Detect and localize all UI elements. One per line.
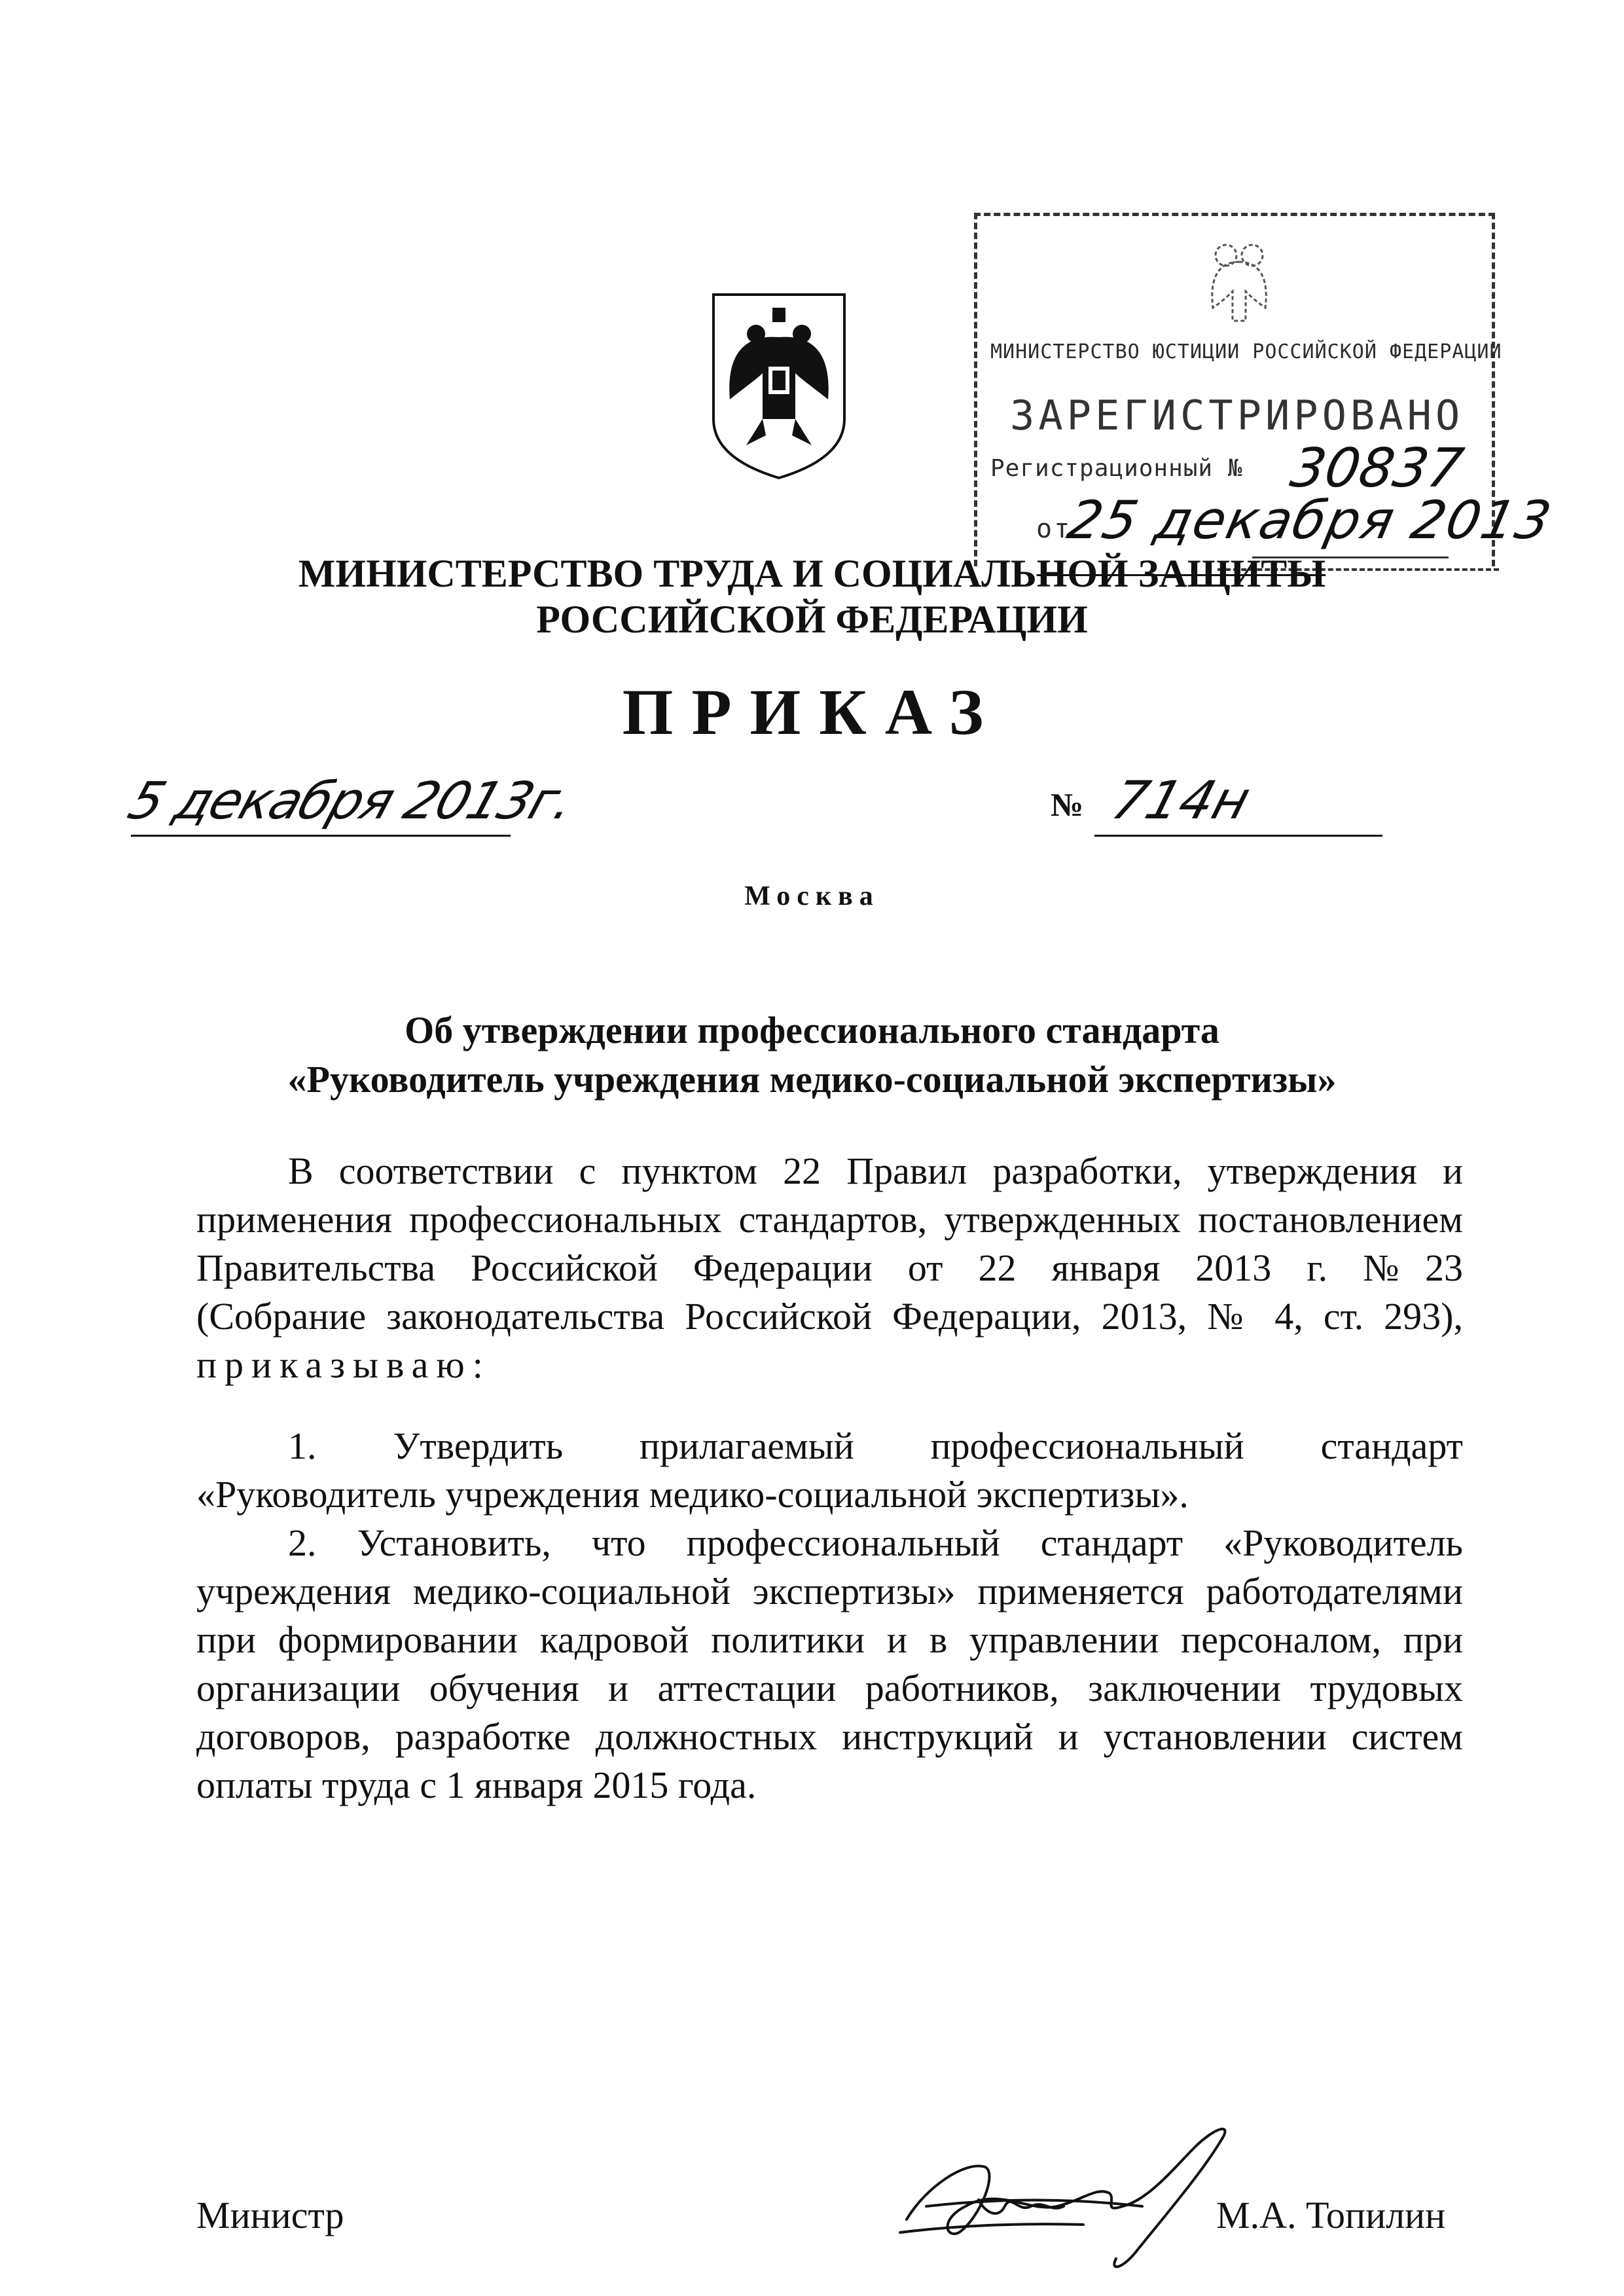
document-type-heading: ПРИКАЗ xyxy=(622,676,1002,748)
ministry-name-line1 xyxy=(0,551,1624,596)
body-line: при формировании кадровой политики и в управлении персоналом, при xyxy=(196,1618,1463,1661)
body-line: Правительства Российской Федерации от 22 января 2013 г. №23 xyxy=(196,1247,1463,1289)
order-number-handwritten: 714н xyxy=(1105,770,1257,831)
body-line: (Собрание законодательства Российской Федерации, 2013, № 4, ст. 293), xyxy=(196,1295,1463,1338)
order-date-field xyxy=(121,769,581,837)
handwritten-signature xyxy=(887,2108,1240,2278)
ministry-name-part-a: МИНИСТЕРСТВО ТРУДА И СОЦИАЛЬ xyxy=(298,552,1037,595)
body-line: применения профессиональных стандартов, утвержденных постановлением xyxy=(196,1198,1463,1241)
order-title-line2: «Руководитель учреждения медико-социальной экспертизы» xyxy=(287,1058,1337,1101)
ministry-name-part-b: НОЙ ЗАЩИТЫ xyxy=(1036,552,1326,595)
signer-name: М.А. Топилин xyxy=(1216,2194,1446,2236)
body-order-word: приказываю: xyxy=(196,1343,491,1386)
body-line: «Руководитель учреждения медико-социальной экспертизы». xyxy=(196,1473,1189,1516)
order-date-handwritten: 5 декабря 2013г. xyxy=(121,772,581,831)
signer-title: Министр xyxy=(196,2194,344,2236)
stamp-reg-number-label: Регистрационный № xyxy=(990,455,1243,482)
stamp-reg-number: 30837 xyxy=(1286,437,1468,500)
body-line: учреждения медико-социальной экспертизы» применяется работодателями xyxy=(196,1570,1463,1613)
body-line: договоров, разработке должностных инструкций и установлении систем xyxy=(196,1715,1463,1758)
body-line: 1. Утвердить прилагаемый профессиональный стандарт xyxy=(288,1425,1463,1467)
body-line: организации обучения и аттестации работников, заключении трудовых xyxy=(196,1667,1463,1709)
stamp-ministry-text: МИНИСТЕРСТВО ЮСТИЦИИ РОССИЙСКОЙ ФЕДЕРАЦИИ xyxy=(990,340,1502,363)
ministry-name-line2: РОССИЙСКОЙ ФЕДЕРАЦИИ xyxy=(536,598,1088,641)
body-line: В соответствии с пунктом 22 Правил разработки, утверждения и xyxy=(288,1150,1463,1192)
city-name: Москва xyxy=(744,881,880,911)
stamp-date-prefix: от xyxy=(1036,514,1072,544)
stamp-status-text: ЗАРЕГИСТРИРОВАНО xyxy=(1010,392,1464,439)
order-number-field xyxy=(1094,769,1382,837)
body-line: 2. Установить, что профессиональный стандарт «Руководитель xyxy=(288,1522,1463,1564)
stamp-date: 25 декабря 2013 xyxy=(1062,490,1558,551)
body-line: оплаты труда с 1 января 2015 года. xyxy=(196,1764,757,1806)
order-title-line1: Об утверждении профессионального стандарта xyxy=(405,1009,1219,1051)
coat-of-arms-emblem xyxy=(700,288,857,484)
registration-stamp xyxy=(974,213,1558,566)
stamp-emblem-icon xyxy=(1200,229,1278,327)
order-number-label: № xyxy=(1051,786,1084,823)
